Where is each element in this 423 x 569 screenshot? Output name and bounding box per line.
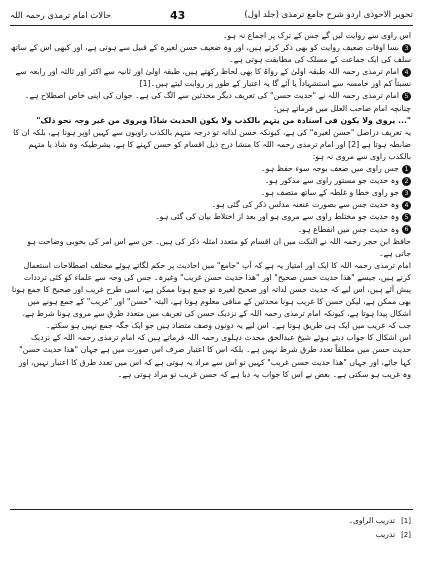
running-header bbox=[10, 6, 413, 24]
footnote: [2] تدریب bbox=[375, 530, 411, 539]
list-item: 4وہ حدیث جس سے بصورت عنعنہ مدلس ذکر کی گئی ہو۔ bbox=[10, 199, 411, 211]
list-item: 5وہ حدیث جو مختلط راوی سے مروی ہو اور بعد از اختلاط بیان کی گئی ہو۔ bbox=[10, 211, 411, 223]
footnote-divider bbox=[10, 509, 413, 510]
header-divider bbox=[10, 25, 413, 26]
paragraph-explanation: یہ تعریف دراصل "حسن لغیرہ" کی ہے، کیونکہ حسن لذاتہ تو درجہ متہم بالکذب راویوں سے کہیں اوپر ہوتا ہے، بلکہ ان کا ضابطہ ہوتا ہے [2] اور امام ترمذی رحمہ اللہ کا منشا درج ذیل اقسام کو حسن کہنے کا ہے، بشرطیکہ وہ شاذ یا متہم بالکذب راوی سے مروی نہ ہو: bbox=[13, 127, 411, 161]
number-badge-5-icon: 5 bbox=[402, 92, 411, 101]
list-item: 1جس راوی میں ضعف بوجہ سوء حفظ ہو۔ bbox=[10, 163, 411, 175]
paragraph-terms: امام ترمذی رحمہ اللہ کا ایک اور امتیاز یہ ہے کہ آپ "جامع" میں احادیث پر حکم لگاتے ہوئے مختلف اصطلاحات استعمال کرتے ہیں، جیسے "ھذا حدیث حسن صحیح" اور "ھذا حدیث حسن غریب" وغیرہ۔ جس کی وجہ سے علماء کو کئی ترددات پیش آئے ہیں، اس لیے کہ حدیث حسن لذاتہ اور صحیح لغیرہ تو جمع ہونا ممکن ہے، اسی طرح غریب اور صحیح کا جمع ہونا بھی ممکن ہے، لیکن حسن کا غریب ہونا محدثین کے منافی معلوم ہوتا ہے، البتہ "حسن" اور "غریب" کے جمع ہونے میں اشکال پیدا ہوتا ہے، کیونکہ امام ترمذی رحمہ اللہ کے نزدیک حسن کی تعریف میں متعدد طرق سے مروی ہونا شرط ہے، جب کہ غریب میں ایک ہی طریق ہوتا ہے۔ اس لیے یہ دونوں وصف متضاد ہیں جو ایک جگہ جمع نہیں ہو سکتے۔ bbox=[11, 260, 411, 331]
header-right-title: تحویر الاحوذی اردو شرح جامع ترمذی (جلد اول) bbox=[244, 10, 413, 20]
text-line: اس راوی سے روایت لیں گے جس کے ترک پر اجماع نہ ہو۔ bbox=[222, 31, 411, 40]
point-3: 3بسا اوقات ضعیف روایت کو بھی ذکر کرتے ہیں، اور وہ ضعیف حسن لغیرہ کے قبیل سے ہوتی ہے، اور کبھی اس کے ساتھ سلف کی ایک جماعت کے مسلک کی مطابقت ہوتی ہے۔ bbox=[10, 43, 411, 65]
number-badge-4-icon: 4 bbox=[402, 68, 411, 77]
paragraph-answer: اس اشکال کا جواب دیتے ہوئے شیخ عبدالحق محدث دہلوی رحمہ اللہ فرماتے ہیں کہ امام ترمذی رحمہ اللہ کے نزدیک حدیث حسن میں مطلقاً تعدد طرق شرط نہیں ہے۔ بلکہ اس کا اعتبار صرف اس صورت میں ہے جہاں "ھذا حدیث حسن" کہا جائے، اور جہاں "ھذا حدیث حسن غریب" کہیں تو اس سے مراد یہ ہوتی ہے کہ اس میں تعدد طرق کا اعتبار نہیں، اور وہ غریب ہو سکتی ہے۔ بعض نے اس کا جواب یہ دیا ہے کہ حسن غریب تو مراد ہوتی ہے۔ bbox=[18, 333, 411, 379]
list-item: 2وہ حدیث جو مستور راوی سے مذکور ہو۔ bbox=[10, 175, 411, 187]
list-item: 3جو راوی خطا و غلطہ کے ساتھ متصف ہو۔ bbox=[10, 187, 411, 199]
category-list bbox=[10, 163, 411, 236]
paragraph-ibn-hajar: حافظ ابن حجر رحمہ اللہ نے النکت میں ان اقسام کو متعدد امثلہ ذکر کی ہیں۔ جن سے اس امر کی بخوبی وضاحت ہو جاتی ہے۔ bbox=[27, 236, 411, 258]
paragraph-definition: 5امام ترمذی رحمہ اللہ نے "حدیث حسن" کی تعریف دیگر محدثین سے الگ کی ہے۔ جوان کی اپنی خاص اصطلاح ہے۔ bbox=[10, 90, 411, 102]
page-number: 43 bbox=[170, 8, 186, 22]
footnote: [1] تدریب الراوی۔ bbox=[348, 516, 411, 525]
main-text bbox=[10, 30, 411, 505]
list-item: 6وہ حدیث جس میں انقطاع ہو۔ bbox=[10, 224, 411, 236]
header-left-title: حالات امام ترمذی رحمہ اللہ bbox=[10, 10, 111, 21]
paragraph-intro: چنانچہ امام صاحب العلل میں فرماتے ہیں: bbox=[273, 103, 411, 113]
point-4: 4امام ترمذی رحمہ اللہ طبقہ اولیٰ کے رواۃ کا بھی لحاظ رکھتے ہیں، طبقہ اولیٰ اور ثانیہ سے اکثر اور ثالثہ اور رابعہ سے نسبتاً کم اور خامسہ سے استشہاداً یا آئے گا یہ اعتبار کے طور پر روایت لیتے ہیں۔[1] bbox=[15, 67, 411, 89]
number-badge-3-icon: 3 bbox=[402, 44, 411, 53]
footnotes bbox=[10, 514, 411, 554]
quotation: "... یروی ولا یکون فی اسنادہ من یتہم بالکذب ولا یکون الحدیث شاذًا ویروی من غیر وجہ نحو ذلک" bbox=[36, 115, 411, 125]
